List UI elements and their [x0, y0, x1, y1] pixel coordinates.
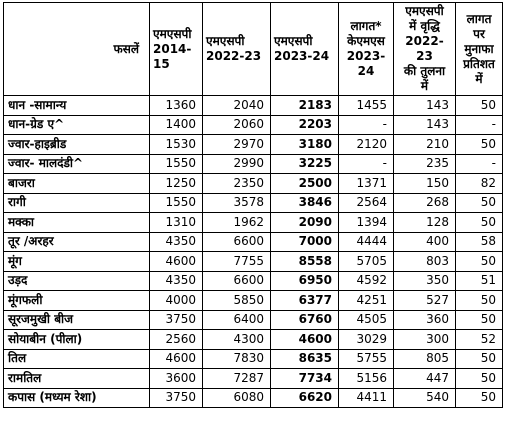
profit-cell: 50: [456, 252, 503, 272]
crop-name-cell: धान -सामान्य: [4, 96, 150, 116]
msp-2022-23-cell: 6600: [203, 232, 271, 252]
cost-cell: 5705: [339, 252, 394, 272]
msp-2022-23-cell: 5850: [203, 291, 271, 311]
table-row: [4, 154, 503, 174]
msp-2023-24-cell: 2090: [271, 213, 339, 233]
msp-2022-23-cell: 1962: [203, 213, 271, 233]
increase-cell: 143: [394, 96, 456, 116]
msp-2022-23-cell: 7287: [203, 369, 271, 389]
crop-name-cell: धान-ग्रेड ए^: [4, 115, 150, 135]
table-row: [4, 330, 503, 350]
msp-2014-15-cell: 1550: [150, 193, 203, 213]
msp-2023-24-cell: 2183: [271, 96, 339, 116]
header-msp-2022-23: एमएसपी 2022-23: [203, 3, 271, 96]
table-row: [4, 193, 503, 213]
msp-2014-15-cell: 4350: [150, 232, 203, 252]
increase-cell: 540: [394, 388, 456, 408]
msp-2023-24-cell: 7000: [271, 232, 339, 252]
increase-cell: 360: [394, 310, 456, 330]
table-body: [4, 96, 503, 408]
msp-2023-24-cell: 8558: [271, 252, 339, 272]
msp-2023-24-cell: 6760: [271, 310, 339, 330]
profit-cell: 50: [456, 369, 503, 389]
cost-cell: 1455: [339, 96, 394, 116]
table-row: [4, 310, 503, 330]
increase-cell: 235: [394, 154, 456, 174]
crop-name-cell: सोयाबीन (पीला): [4, 330, 150, 350]
msp-2023-24-cell: 3225: [271, 154, 339, 174]
msp-2022-23-cell: 2350: [203, 174, 271, 194]
crop-name-cell: कपास (मध्यम रेशा): [4, 388, 150, 408]
cost-cell: -: [339, 115, 394, 135]
msp-2022-23-cell: 2040: [203, 96, 271, 116]
cost-cell: 4444: [339, 232, 394, 252]
header-msp-2023-24: एमएसपी 2023-24: [271, 3, 339, 96]
crop-name-cell: तिल: [4, 349, 150, 369]
cost-cell: 3029: [339, 330, 394, 350]
increase-cell: 527: [394, 291, 456, 311]
increase-cell: 150: [394, 174, 456, 194]
profit-cell: 50: [456, 135, 503, 155]
header-msp-increase: एमएसपी में वृद्धि 2022-23 की तुलना में: [394, 3, 456, 96]
profit-cell: 51: [456, 271, 503, 291]
crop-name-cell: सूरजमुखी बीज: [4, 310, 150, 330]
msp-2022-23-cell: 2060: [203, 115, 271, 135]
msp-2022-23-cell: 2970: [203, 135, 271, 155]
table-row: [4, 135, 503, 155]
table-row: [4, 232, 503, 252]
table-row: [4, 349, 503, 369]
profit-cell: 50: [456, 349, 503, 369]
cost-cell: 1394: [339, 213, 394, 233]
crop-name-cell: उड़द: [4, 271, 150, 291]
profit-cell: -: [456, 154, 503, 174]
msp-2014-15-cell: 4000: [150, 291, 203, 311]
profit-cell: 58: [456, 232, 503, 252]
table-row: [4, 174, 503, 194]
increase-cell: 350: [394, 271, 456, 291]
msp-2023-24-cell: 8635: [271, 349, 339, 369]
table-row: [4, 388, 503, 408]
cost-cell: 4411: [339, 388, 394, 408]
profit-cell: 50: [456, 291, 503, 311]
increase-cell: 803: [394, 252, 456, 272]
crop-name-cell: बाजरा: [4, 174, 150, 194]
table-row: [4, 213, 503, 233]
msp-2014-15-cell: 1550: [150, 154, 203, 174]
msp-2014-15-cell: 3750: [150, 310, 203, 330]
msp-2022-23-cell: 6080: [203, 388, 271, 408]
increase-cell: 805: [394, 349, 456, 369]
crop-name-cell: तूर /अरहर: [4, 232, 150, 252]
msp-2014-15-cell: 1250: [150, 174, 203, 194]
increase-cell: 447: [394, 369, 456, 389]
header-cost-kms-2023-24: लागत* केएमएस 2023- 24: [339, 3, 394, 96]
msp-2014-15-cell: 4600: [150, 252, 203, 272]
crop-name-cell: रामतिल: [4, 369, 150, 389]
msp-2023-24-cell: 7734: [271, 369, 339, 389]
cost-cell: 2564: [339, 193, 394, 213]
msp-2014-15-cell: 3750: [150, 388, 203, 408]
msp-2014-15-cell: 3600: [150, 369, 203, 389]
increase-cell: 268: [394, 193, 456, 213]
msp-2023-24-cell: 6620: [271, 388, 339, 408]
table-row: [4, 271, 503, 291]
cost-cell: 4251: [339, 291, 394, 311]
cost-cell: -: [339, 154, 394, 174]
increase-cell: 128: [394, 213, 456, 233]
profit-cell: 50: [456, 388, 503, 408]
msp-table-container: [3, 2, 503, 408]
msp-2022-23-cell: 3578: [203, 193, 271, 213]
table-header-row: [4, 3, 503, 96]
header-crops: फसलें: [4, 3, 150, 96]
crop-name-cell: रागी: [4, 193, 150, 213]
crop-name-cell: ज्वार- मालदंडी^: [4, 154, 150, 174]
msp-2014-15-cell: 1530: [150, 135, 203, 155]
profit-cell: 50: [456, 193, 503, 213]
msp-2014-15-cell: 2560: [150, 330, 203, 350]
table-row: [4, 369, 503, 389]
msp-2014-15-cell: 1400: [150, 115, 203, 135]
crop-name-cell: मक्का: [4, 213, 150, 233]
msp-2022-23-cell: 6400: [203, 310, 271, 330]
table-row: [4, 96, 503, 116]
increase-cell: 400: [394, 232, 456, 252]
profit-cell: 82: [456, 174, 503, 194]
header-msp-2014-15: एमएसपी 2014- 15: [150, 3, 203, 96]
msp-2022-23-cell: 7755: [203, 252, 271, 272]
cost-cell: 2120: [339, 135, 394, 155]
increase-cell: 143: [394, 115, 456, 135]
table-row: [4, 115, 503, 135]
msp-2022-23-cell: 4300: [203, 330, 271, 350]
msp-2023-24-cell: 3846: [271, 193, 339, 213]
profit-cell: 52: [456, 330, 503, 350]
msp-2023-24-cell: 6377: [271, 291, 339, 311]
msp-2023-24-cell: 4600: [271, 330, 339, 350]
cost-cell: 4592: [339, 271, 394, 291]
msp-2023-24-cell: 2203: [271, 115, 339, 135]
crop-name-cell: मूंगफली: [4, 291, 150, 311]
msp-2014-15-cell: 1310: [150, 213, 203, 233]
msp-table: [3, 2, 503, 408]
msp-2023-24-cell: 3180: [271, 135, 339, 155]
msp-2014-15-cell: 4350: [150, 271, 203, 291]
msp-2014-15-cell: 1360: [150, 96, 203, 116]
table-row: [4, 252, 503, 272]
increase-cell: 210: [394, 135, 456, 155]
msp-2014-15-cell: 4600: [150, 349, 203, 369]
increase-cell: 300: [394, 330, 456, 350]
msp-2022-23-cell: 2990: [203, 154, 271, 174]
crop-name-cell: ज्वार-हाइब्रीड: [4, 135, 150, 155]
profit-cell: 50: [456, 310, 503, 330]
cost-cell: 4505: [339, 310, 394, 330]
profit-cell: -: [456, 115, 503, 135]
cost-cell: 1371: [339, 174, 394, 194]
msp-2022-23-cell: 7830: [203, 349, 271, 369]
table-row: [4, 291, 503, 311]
profit-cell: 50: [456, 96, 503, 116]
cost-cell: 5755: [339, 349, 394, 369]
cost-cell: 5156: [339, 369, 394, 389]
header-profit-percent: लागत पर मुनाफा प्रतिशत में: [456, 3, 503, 96]
msp-2023-24-cell: 2500: [271, 174, 339, 194]
msp-2022-23-cell: 6600: [203, 271, 271, 291]
profit-cell: 50: [456, 213, 503, 233]
msp-2023-24-cell: 6950: [271, 271, 339, 291]
crop-name-cell: मूंग: [4, 252, 150, 272]
